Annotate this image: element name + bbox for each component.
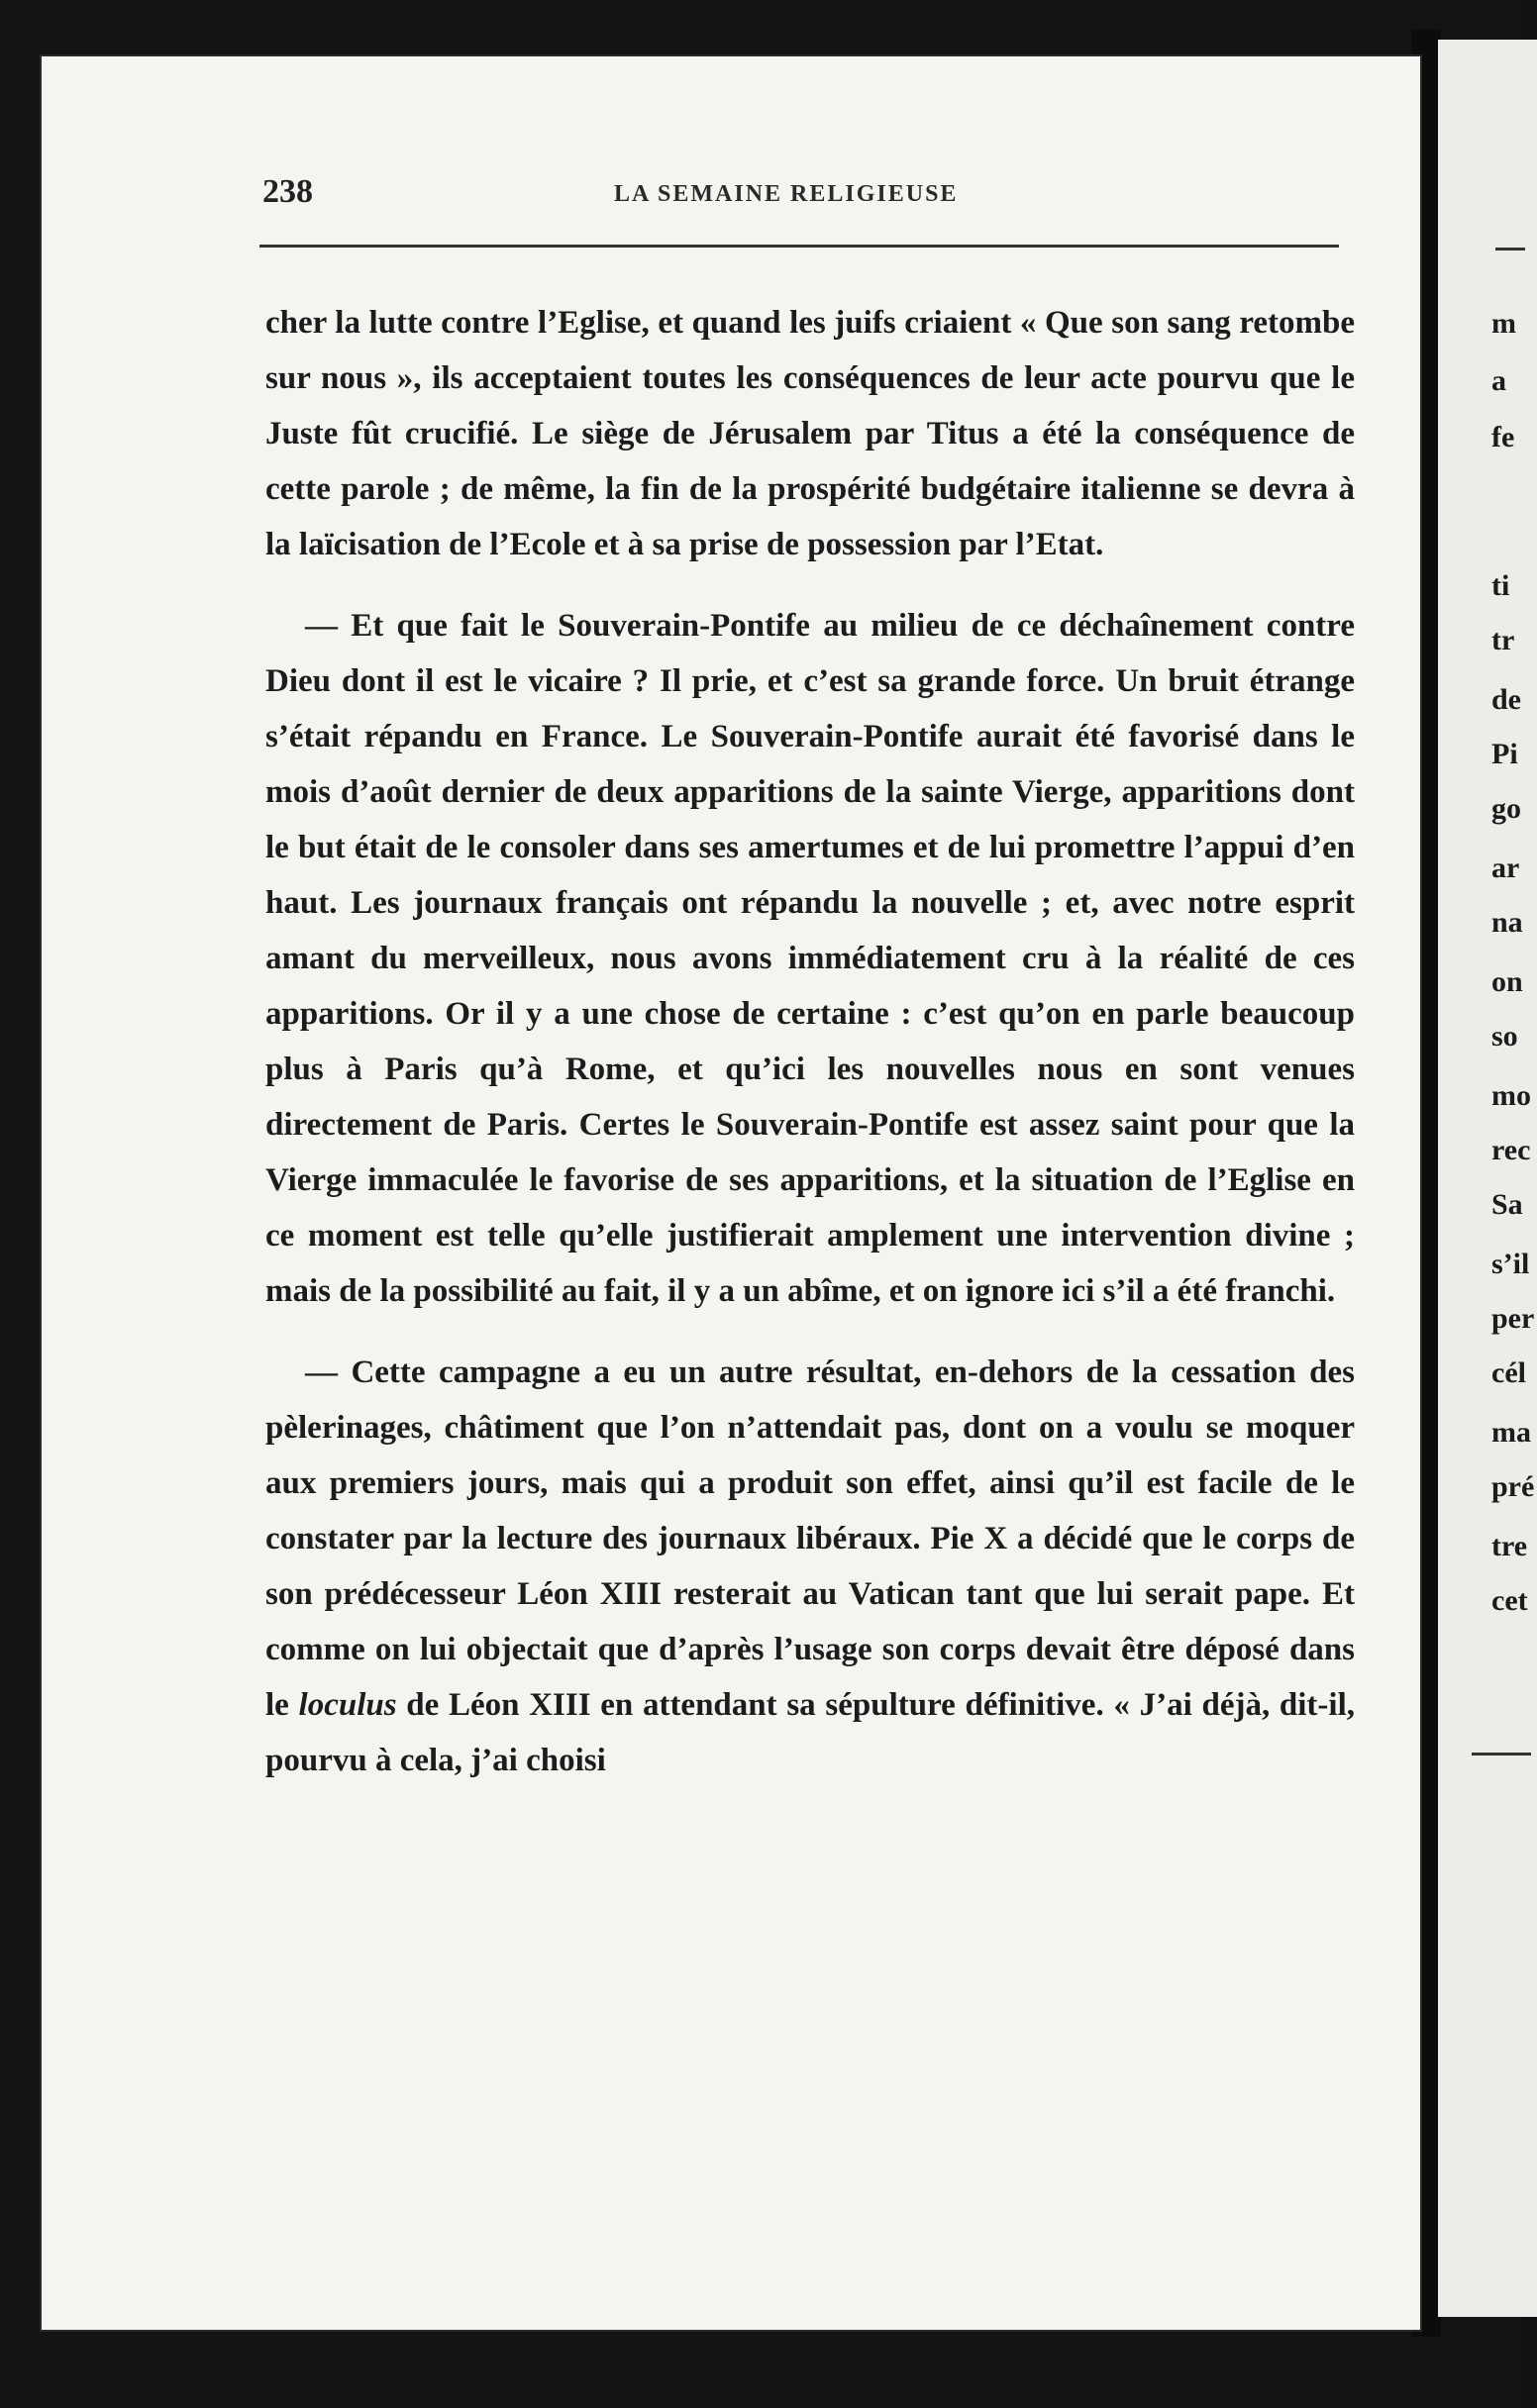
next-page-line: so (1491, 1020, 1518, 1053)
next-page-line: ma (1491, 1416, 1531, 1449)
next-page-line: s’il (1491, 1248, 1530, 1280)
next-page-line: mo (1491, 1079, 1531, 1112)
next-page-line: na (1491, 906, 1523, 939)
page-number: 238 (262, 173, 313, 210)
next-page-column (1491, 0, 1535, 2408)
paragraph-2-text: — Et que fait le Souverain-Pontife au milieu de ce déchaînement contre Dieu dont il est le vicaire ? Il prie, et c’est sa grande force. Un bruit étrange s’était répandu en France. Le Souverain-Pontife aurait été favorisé dans le mois d’août dernier de deux apparitions de la sainte Vierge, apparitions dont le but était de le consoler dans ses amertumes et de lui promettre l’appui d’en haut. Les journaux français ont répandu la nouvelle ; et, avec notre esprit amant du merveilleux, nous avons immédiatement cru à la réalité de ces apparitions. Or il y a une chose de certaine : c’est qu’on en parle beaucoup plus à Paris qu’à Rome, et qu’ici les nouvelles nous en sont venues directement de Paris. Certes le Souverain-Pontife est assez saint pour que la Vierge immaculée le favorise de ses apparitions, et la situation de l’Eglise en ce moment est telle qu’elle justifierait amplement une intervention divine ; mais de la possibilité au fait, il y a un abîme, et on ignore ici s’il a été franchi. (265, 608, 1355, 1309)
paragraph-3-italic: loculus (298, 1687, 397, 1723)
next-page-line: on (1491, 965, 1523, 998)
next-page-line: de (1491, 683, 1521, 716)
next-page-line: Sa (1491, 1188, 1523, 1221)
paragraph-1 (265, 295, 1355, 572)
page-header (262, 173, 1352, 223)
paragraph-3-text-a: — Cette campagne a eu un autre résultat, en-dehors de la cessation des pèlerinages, châtiment que l’on n’attendait pas, dont on a voulu se moquer aux premiers jours, mais qui a produit son effet, ainsi qu’il est facile de le constater par la lecture des journaux libéraux. Pie X a décidé que le corps de son prédécesseur Léon XIII resterait au Vatican tant que lui serait pape. Et comme on lui objectait que d’après l’usage son corps devait être déposé dans le (265, 1354, 1355, 1723)
paragraph-1-text: cher la lutte contre l’Eglise, et quand les juifs criaient « Que son sang retombe sur nous », ils acceptaient toutes les conséquences de leur acte pourvu que le Juste fût crucifié. Le siège de Jérusalem par Titus a été la conséquence de cette parole ; de même, la fin de la prospérité budgétaire italienne se devra à la laïcisation de l’Ecole et à sa prise de possession par l’Etat. (265, 305, 1355, 562)
next-page-line: a (1491, 364, 1506, 397)
paragraph-2 (265, 598, 1355, 1319)
body-text (265, 295, 1355, 1814)
next-page-footer-rule (1472, 1753, 1531, 1756)
next-page-line: ar (1491, 852, 1520, 884)
next-page-line: per (1491, 1302, 1535, 1335)
next-page-line: tre (1491, 1530, 1528, 1562)
next-page-line: rec (1491, 1134, 1531, 1166)
next-page-line: ti (1491, 569, 1510, 602)
next-page-line: Pi (1491, 738, 1518, 770)
running-title: LA SEMAINE RELIGIEUSE (614, 181, 959, 207)
next-page-line: go (1491, 792, 1521, 825)
next-page-line: cél (1491, 1356, 1526, 1389)
header-rule (259, 245, 1339, 248)
next-page-line: m (1491, 307, 1516, 340)
next-page-line: cet (1491, 1584, 1528, 1617)
paragraph-3-text-b: de Léon XIII en attendant sa sépulture définitive. « J’ai déjà, dit-il, pourvu à cela, j’ai choisi (265, 1687, 1355, 1778)
next-page-line: pré (1491, 1470, 1535, 1503)
paragraph-3 (265, 1345, 1355, 1788)
next-page-line: tr (1491, 624, 1515, 656)
next-page-line: fe (1491, 421, 1515, 453)
